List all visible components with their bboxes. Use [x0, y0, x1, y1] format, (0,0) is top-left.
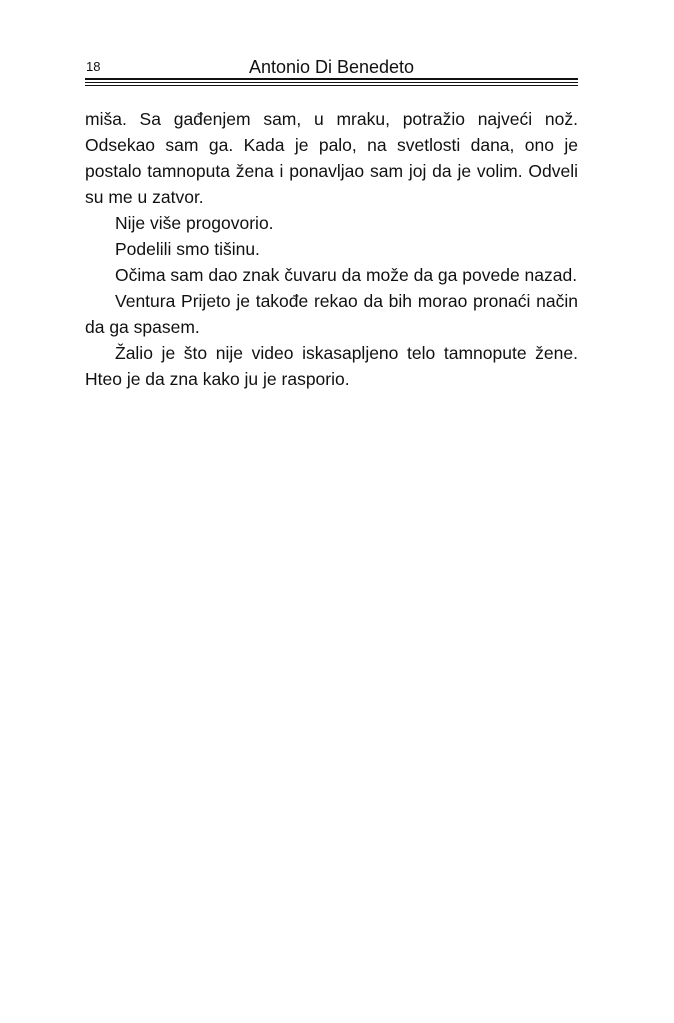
paragraph: Nije više progovorio.: [115, 213, 274, 233]
paragraph: Očima sam dao znak čuvaru da može da ga povede nazad.: [115, 265, 578, 285]
paragraph: Žalio je što nije video iskasapljeno telo tamnopute žene. Hteo je da zna kako ju je rasporio.: [85, 343, 578, 389]
header-rule: [85, 82, 578, 83]
paragraph: Podelili smo tišinu.: [115, 239, 260, 259]
header-rule: [85, 78, 578, 80]
page-number: 18: [86, 59, 101, 74]
page-header: [85, 56, 578, 78]
running-title: Antonio Di Benedeto: [248, 57, 415, 77]
paragraph: Ventura Prijeto je takođe rekao da bih morao pronaći način da ga spasem.: [85, 291, 578, 337]
body-text: [85, 106, 578, 392]
paragraph: miša. Sa gađenjem sam, u mraku, potražio najveći nož. Odsekao sam ga. Kada je palo, na svetlosti dana, ono je postalo tamnoputa žena i ponavljao sam joj da je volim. Odveli su me u zatvor.: [85, 109, 578, 207]
header-rule: [85, 85, 578, 86]
